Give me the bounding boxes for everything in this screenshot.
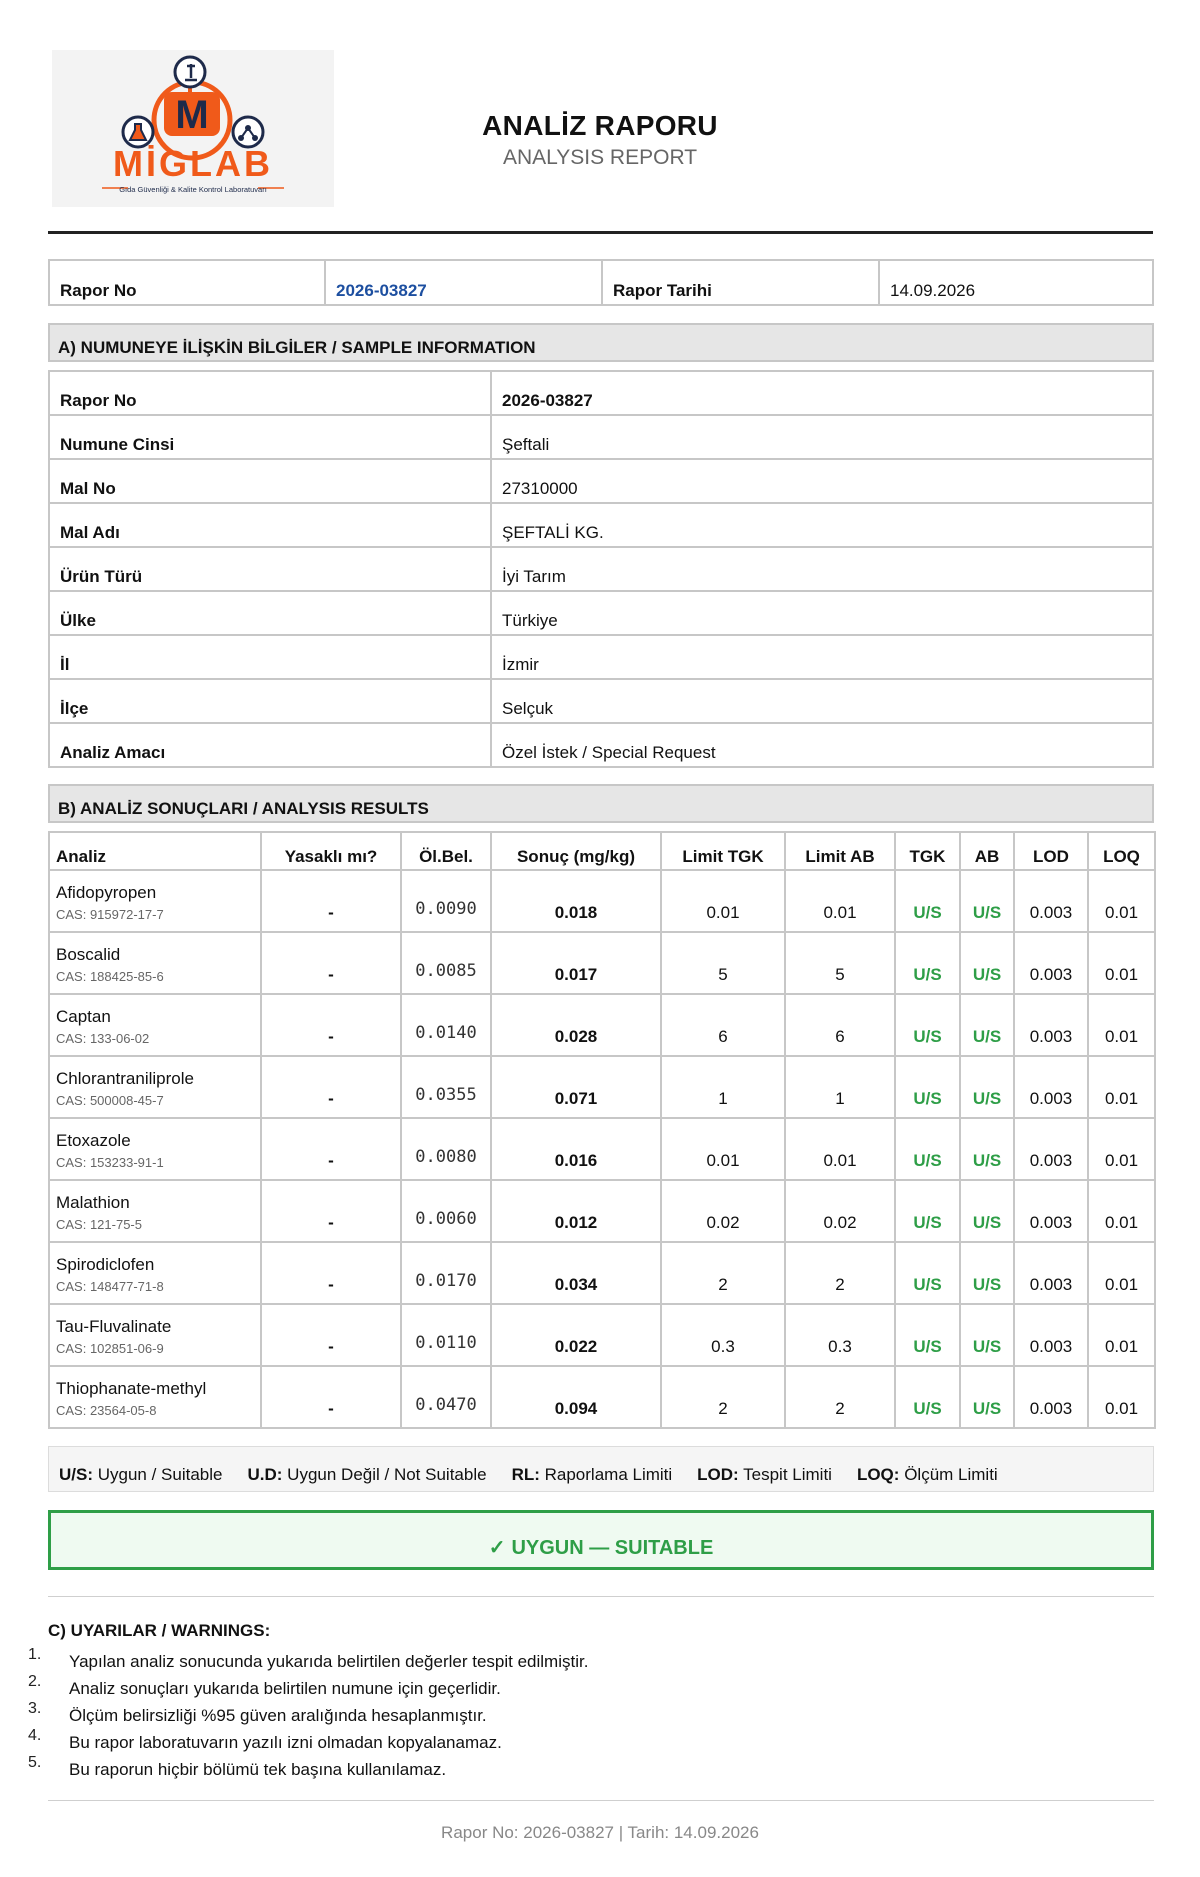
uncertainty-cell: 0.0170 [401, 1242, 491, 1304]
loq-cell: 0.01 [1088, 870, 1155, 932]
tgk-status-badge: U/S [895, 1056, 960, 1118]
cas-number: CAS: 500008-45-7 [56, 1092, 164, 1108]
legend-text: Raporlama Limiti [544, 1465, 673, 1484]
legend-text: Tespit Limiti [743, 1465, 832, 1484]
result-cell: 0.012 [491, 1180, 661, 1242]
info-row [49, 415, 1153, 459]
cas-number: CAS: 153233-91-1 [56, 1154, 164, 1170]
legend [48, 1446, 1154, 1492]
analyte-name: Chlorantraniliprole [56, 1068, 194, 1088]
limit-tgk-cell: 6 [661, 994, 785, 1056]
warning-number: 1. [28, 1646, 42, 1663]
column-header: LOQ [1088, 832, 1155, 870]
warning-number: 4. [28, 1727, 42, 1744]
banned-cell: - [261, 1118, 401, 1180]
limit-tgk-cell: 0.01 [661, 870, 785, 932]
result-cell: 0.022 [491, 1304, 661, 1366]
lod-cell: 0.003 [1014, 1304, 1088, 1366]
analyte-cell [49, 1304, 261, 1366]
analyte-cell [49, 994, 261, 1056]
table-row [49, 1366, 1155, 1428]
ab-status-badge: U/S [960, 1242, 1014, 1304]
result-cell: 0.016 [491, 1118, 661, 1180]
svg-text:M: M [175, 93, 209, 137]
tgk-status-badge: U/S [895, 1304, 960, 1366]
info-value: Özel İstek / Special Request [491, 723, 1153, 767]
table-row [49, 1242, 1155, 1304]
analyte-cell [49, 1118, 261, 1180]
info-label: İl [49, 635, 491, 679]
info-label: Numune Cinsi [49, 415, 491, 459]
legend-item [512, 1465, 673, 1485]
uncertainty-cell: 0.0085 [401, 932, 491, 994]
analyte-name: Tau-Fluvalinate [56, 1316, 172, 1336]
cas-number: CAS: 915972-17-7 [56, 906, 164, 922]
warning-item [28, 1675, 1128, 1702]
limit-tgk-cell: 2 [661, 1242, 785, 1304]
column-header: TGK [895, 832, 960, 870]
limit-ab-cell: 0.3 [785, 1304, 895, 1366]
uncertainty-cell: 0.0090 [401, 870, 491, 932]
result-cell: 0.018 [491, 870, 661, 932]
ab-status-badge: U/S [960, 932, 1014, 994]
info-value: Şeftali [491, 415, 1153, 459]
info-value: 27310000 [491, 459, 1153, 503]
column-header: Sonuç (mg/kg) [491, 832, 661, 870]
limit-tgk-cell: 5 [661, 932, 785, 994]
analyte-cell [49, 870, 261, 932]
results-table [48, 831, 1156, 1429]
info-label: Rapor No [49, 371, 491, 415]
loq-cell: 0.01 [1088, 932, 1155, 994]
loq-cell: 0.01 [1088, 1366, 1155, 1428]
warning-number: 3. [28, 1700, 42, 1717]
sample-section-title: A) NUMUNEYE İLİŞKİN BİLGİLER / SAMPLE INFORMATION [48, 323, 1154, 362]
ab-status-badge: U/S [960, 870, 1014, 932]
analyte-cell [49, 932, 261, 994]
legend-key: U.D: [247, 1465, 283, 1484]
info-label: Mal Adı [49, 503, 491, 547]
loq-cell: 0.01 [1088, 1242, 1155, 1304]
table-row [49, 870, 1155, 932]
limit-ab-cell: 1 [785, 1056, 895, 1118]
info-row [49, 459, 1153, 503]
report-info-table [48, 259, 1154, 306]
uncertainty-cell: 0.0355 [401, 1056, 491, 1118]
lod-cell: 0.003 [1014, 1056, 1088, 1118]
ab-status-badge: U/S [960, 1180, 1014, 1242]
loq-cell: 0.01 [1088, 1118, 1155, 1180]
info-row [49, 679, 1153, 723]
limit-tgk-cell: 1 [661, 1056, 785, 1118]
lod-cell: 0.003 [1014, 1118, 1088, 1180]
warning-text: Bu rapor laboratuvarın yazılı izni olmadan kopyalanamaz. [69, 1733, 502, 1752]
result-cell: 0.034 [491, 1242, 661, 1304]
legend-key: LOQ: [856, 1465, 900, 1484]
legend-text: Uygun Değil / Not Suitable [287, 1465, 487, 1484]
warning-number: 2. [28, 1673, 42, 1690]
analyte-name: Afidopyropen [56, 882, 157, 902]
legend-key: RL: [511, 1465, 540, 1484]
info-row [49, 635, 1153, 679]
legend-text: Uygun / Suitable [97, 1465, 223, 1484]
warning-item [28, 1648, 1128, 1675]
banned-cell: - [261, 1056, 401, 1118]
tgk-status-badge: U/S [895, 932, 960, 994]
tgk-status-badge: U/S [895, 994, 960, 1056]
info-label: İlçe [49, 679, 491, 723]
report-subtitle: ANALYSIS REPORT [502, 146, 698, 169]
warning-text: Analiz sonuçları yukarıda belirtilen numune için geçerlidir. [69, 1679, 501, 1698]
miglab-logo-icon [52, 50, 334, 207]
table-row [49, 932, 1155, 994]
check-icon: ✓ [488, 1537, 506, 1559]
logo [52, 50, 334, 207]
table-row [49, 1056, 1155, 1118]
table-row [49, 1304, 1155, 1366]
limit-ab-cell: 0.01 [785, 1118, 895, 1180]
info-row [49, 503, 1153, 547]
page-footer: Rapor No: 2026-03827 | Tarih: 14.09.2026 [441, 1823, 759, 1842]
uncertainty-cell: 0.0110 [401, 1304, 491, 1366]
limit-tgk-cell: 0.3 [661, 1304, 785, 1366]
analyte-name: Spirodiclofen [56, 1254, 155, 1274]
table-row [49, 1118, 1155, 1180]
banned-cell: - [261, 1242, 401, 1304]
cas-number: CAS: 121-75-5 [56, 1216, 142, 1232]
uncertainty-cell: 0.0140 [401, 994, 491, 1056]
banned-cell: - [261, 1366, 401, 1428]
info-value: Selçuk [491, 679, 1153, 723]
analyte-name: Captan [56, 1006, 111, 1026]
result-cell: 0.071 [491, 1056, 661, 1118]
info-label: Ülke [49, 591, 491, 635]
limit-ab-cell: 6 [785, 994, 895, 1056]
warnings-list [28, 1648, 1128, 1783]
ab-status-badge: U/S [960, 1056, 1014, 1118]
table-row [49, 1180, 1155, 1242]
header-divider [48, 231, 1153, 234]
results-section-title: B) ANALİZ SONUÇLARI / ANALYSIS RESULTS [48, 784, 1154, 823]
legend-text: Ölçüm Limiti [904, 1465, 998, 1484]
analyte-cell [49, 1056, 261, 1118]
loq-cell: 0.01 [1088, 1304, 1155, 1366]
warning-text: Yapılan analiz sonucunda yukarıda belirtilen değerler tespit edilmiştir. [69, 1652, 589, 1671]
limit-tgk-cell: 0.01 [661, 1118, 785, 1180]
analyte-cell [49, 1366, 261, 1428]
column-header: Limit AB [785, 832, 895, 870]
column-header: Limit TGK [661, 832, 785, 870]
analyte-name: Malathion [56, 1192, 130, 1212]
info-value: 2026-03827 [491, 371, 1153, 415]
limit-ab-cell: 0.01 [785, 870, 895, 932]
cas-number: CAS: 133-06-02 [56, 1030, 150, 1046]
sample-info-table [48, 370, 1154, 768]
banned-cell: - [261, 1180, 401, 1242]
info-label: Analiz Amacı [49, 723, 491, 767]
info-label: Ürün Türü [49, 547, 491, 591]
limit-ab-cell: 0.02 [785, 1180, 895, 1242]
limit-ab-cell: 2 [785, 1242, 895, 1304]
legend-item [59, 1465, 222, 1485]
info-label: Mal No [49, 459, 491, 503]
analyte-name: Boscalid [56, 944, 121, 964]
report-title-block [400, 110, 800, 170]
column-header: LOD [1014, 832, 1088, 870]
limit-tgk-cell: 0.02 [661, 1180, 785, 1242]
verdict-banner [48, 1510, 1154, 1570]
cas-number: CAS: 102851-06-9 [56, 1340, 164, 1356]
legend-item [697, 1465, 832, 1485]
info-value: İyi Tarım [491, 547, 1153, 591]
result-cell: 0.094 [491, 1366, 661, 1428]
report-date-value: 14.09.2026 [879, 260, 1153, 305]
ab-status-badge: U/S [960, 1118, 1014, 1180]
cas-number: CAS: 148477-71-8 [56, 1278, 164, 1294]
warning-item [28, 1702, 1128, 1729]
analyte-cell [49, 1180, 261, 1242]
info-row [49, 591, 1153, 635]
analyte-cell [49, 1242, 261, 1304]
tgk-status-badge: U/S [895, 1118, 960, 1180]
ab-status-badge: U/S [960, 994, 1014, 1056]
cas-number: CAS: 188425-85-6 [56, 968, 164, 984]
banned-cell: - [261, 1304, 401, 1366]
banned-cell: - [261, 870, 401, 932]
table-row [49, 994, 1155, 1056]
column-header: Analiz [49, 832, 261, 870]
limit-ab-cell: 5 [785, 932, 895, 994]
column-header: AB [960, 832, 1014, 870]
lod-cell: 0.003 [1014, 870, 1088, 932]
divider [48, 1596, 1154, 1597]
svg-text:MİGLAB: MİGLAB [113, 143, 273, 184]
lod-cell: 0.003 [1014, 932, 1088, 994]
loq-cell: 0.01 [1088, 1180, 1155, 1242]
legend-key: LOD: [697, 1465, 739, 1484]
cas-number: CAS: 23564-05-8 [56, 1402, 157, 1418]
report-title: ANALİZ RAPORU [482, 110, 718, 141]
loq-cell: 0.01 [1088, 1056, 1155, 1118]
info-row [49, 547, 1153, 591]
analyte-name: Thiophanate-methyl [56, 1378, 207, 1398]
info-value: ŞEFTALİ KG. [491, 503, 1153, 547]
legend-item [857, 1465, 998, 1485]
loq-cell: 0.01 [1088, 994, 1155, 1056]
limit-tgk-cell: 2 [661, 1366, 785, 1428]
column-header: Öl.Bel. [401, 832, 491, 870]
info-row [49, 371, 1153, 415]
legend-key: U/S: [59, 1465, 93, 1484]
info-value: Türkiye [491, 591, 1153, 635]
analyte-name: Etoxazole [56, 1130, 131, 1150]
lod-cell: 0.003 [1014, 1180, 1088, 1242]
warning-number: 5. [28, 1754, 42, 1771]
verdict-text: UYGUN — SUITABLE [511, 1537, 714, 1559]
svg-text:Gıda Güvenliği & Kalite Kontro: Gıda Güvenliği & Kalite Kontrol Laboratuvarı [119, 185, 267, 194]
ab-status-badge: U/S [960, 1366, 1014, 1428]
uncertainty-cell: 0.0080 [401, 1118, 491, 1180]
lod-cell: 0.003 [1014, 1366, 1088, 1428]
result-cell: 0.017 [491, 932, 661, 994]
info-value: İzmir [491, 635, 1153, 679]
warning-text: Bu raporun hiçbir bölümü tek başına kullanılamaz. [69, 1760, 447, 1779]
tgk-status-badge: U/S [895, 1366, 960, 1428]
info-row [49, 723, 1153, 767]
tgk-status-badge: U/S [895, 1180, 960, 1242]
warning-item [28, 1729, 1128, 1756]
uncertainty-cell: 0.0060 [401, 1180, 491, 1242]
lod-cell: 0.003 [1014, 994, 1088, 1056]
divider [48, 1800, 1154, 1801]
lod-cell: 0.003 [1014, 1242, 1088, 1304]
ab-status-badge: U/S [960, 1304, 1014, 1366]
uncertainty-cell: 0.0470 [401, 1366, 491, 1428]
warning-text: Ölçüm belirsizliği %95 güven aralığında hesaplanmıştır. [69, 1706, 487, 1725]
tgk-status-badge: U/S [895, 1242, 960, 1304]
report-no-value: 2026-03827 [325, 260, 602, 305]
column-header: Yasaklı mı? [261, 832, 401, 870]
result-cell: 0.028 [491, 994, 661, 1056]
banned-cell: - [261, 994, 401, 1056]
limit-ab-cell: 2 [785, 1366, 895, 1428]
tgk-status-badge: U/S [895, 870, 960, 932]
report-date-label: Rapor Tarihi [602, 260, 879, 305]
report-no-label: Rapor No [49, 260, 325, 305]
warnings-title: C) UYARILAR / WARNINGS: [48, 1621, 271, 1640]
banned-cell: - [261, 932, 401, 994]
warning-item [28, 1756, 1128, 1783]
legend-item [247, 1465, 486, 1485]
